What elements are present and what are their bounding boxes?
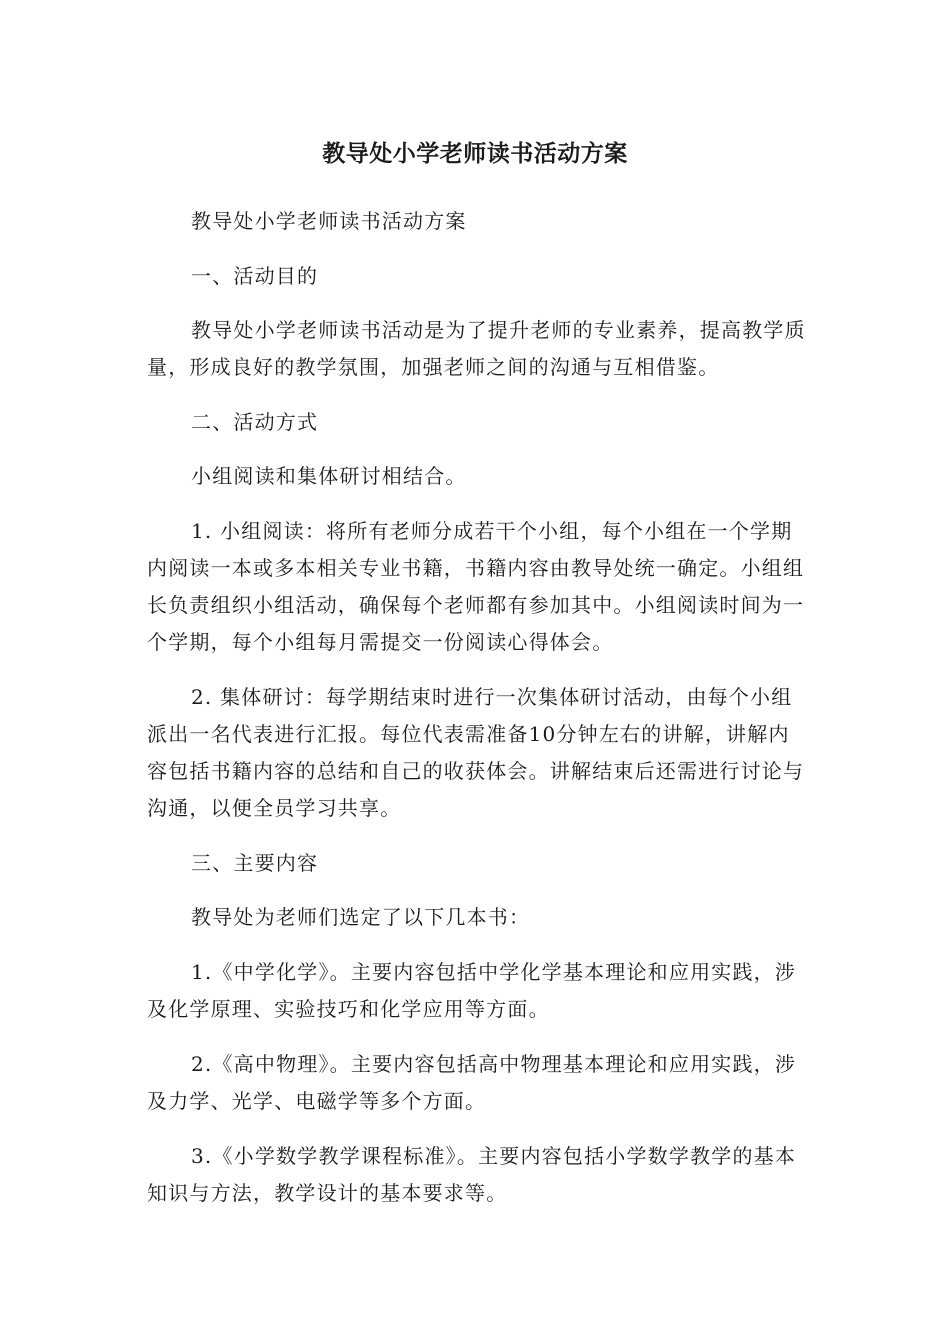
book-item-physics: 2.《高中物理》。主要内容包括高中物理基本理论和应用实践，涉及力学、光学、电磁学等多个方面。 — [147, 1052, 797, 1113]
book-item-chemistry: 1.《中学化学》。主要内容包括中学化学基本理论和应用实践，涉及化学原理、实验技巧和化学应用等方面。 — [147, 960, 797, 1021]
method-item-group-reading: 1. 小组阅读：将所有老师分成若干个小组，每个小组在一个学期内阅读一本或多本相关专业书籍，书籍内容由教导处统一确定。小组组长负责组织小组活动，确保每个老师都有参加其中。小组阅读时间为一个学期，每个小组每月需提交一份阅读心得体会。 — [147, 519, 805, 654]
content-intro-paragraph: 教导处为老师们选定了以下几本书： — [191, 905, 531, 929]
method-summary-paragraph: 小组阅读和集体研讨相结合。 — [191, 464, 467, 488]
document-body — [147, 203, 807, 1230]
section-heading-method: 二、活动方式 — [191, 410, 319, 434]
purpose-paragraph: 教导处小学老师读书活动是为了提升老师的专业素养，提高教学质量，形成良好的教学氛围，加强老师之间的沟通与互相借鉴。 — [147, 318, 806, 379]
book-item-math-standard: 3.《小学数学教学课程标准》。主要内容包括小学数学教学的基本知识与方法，教学设计的基本要求等。 — [147, 1144, 797, 1205]
subtitle-paragraph: 教导处小学老师读书活动方案 — [191, 209, 467, 233]
document-title: 教导处小学老师读书活动方案 — [322, 141, 628, 167]
section-heading-content: 三、主要内容 — [191, 851, 319, 875]
section-heading-purpose: 一、活动目的 — [191, 264, 319, 288]
method-item-collective-discussion: 2. 集体研讨：每学期结束时进行一次集体研讨活动，由每个小组派出一名代表进行汇报。每位代表需准备10分钟左右的讲解，讲解内容包括书籍内容的总结和自己的收获体会。讲解结束后还需进行讨论与沟通，以便全员学习共享。 — [147, 685, 805, 820]
